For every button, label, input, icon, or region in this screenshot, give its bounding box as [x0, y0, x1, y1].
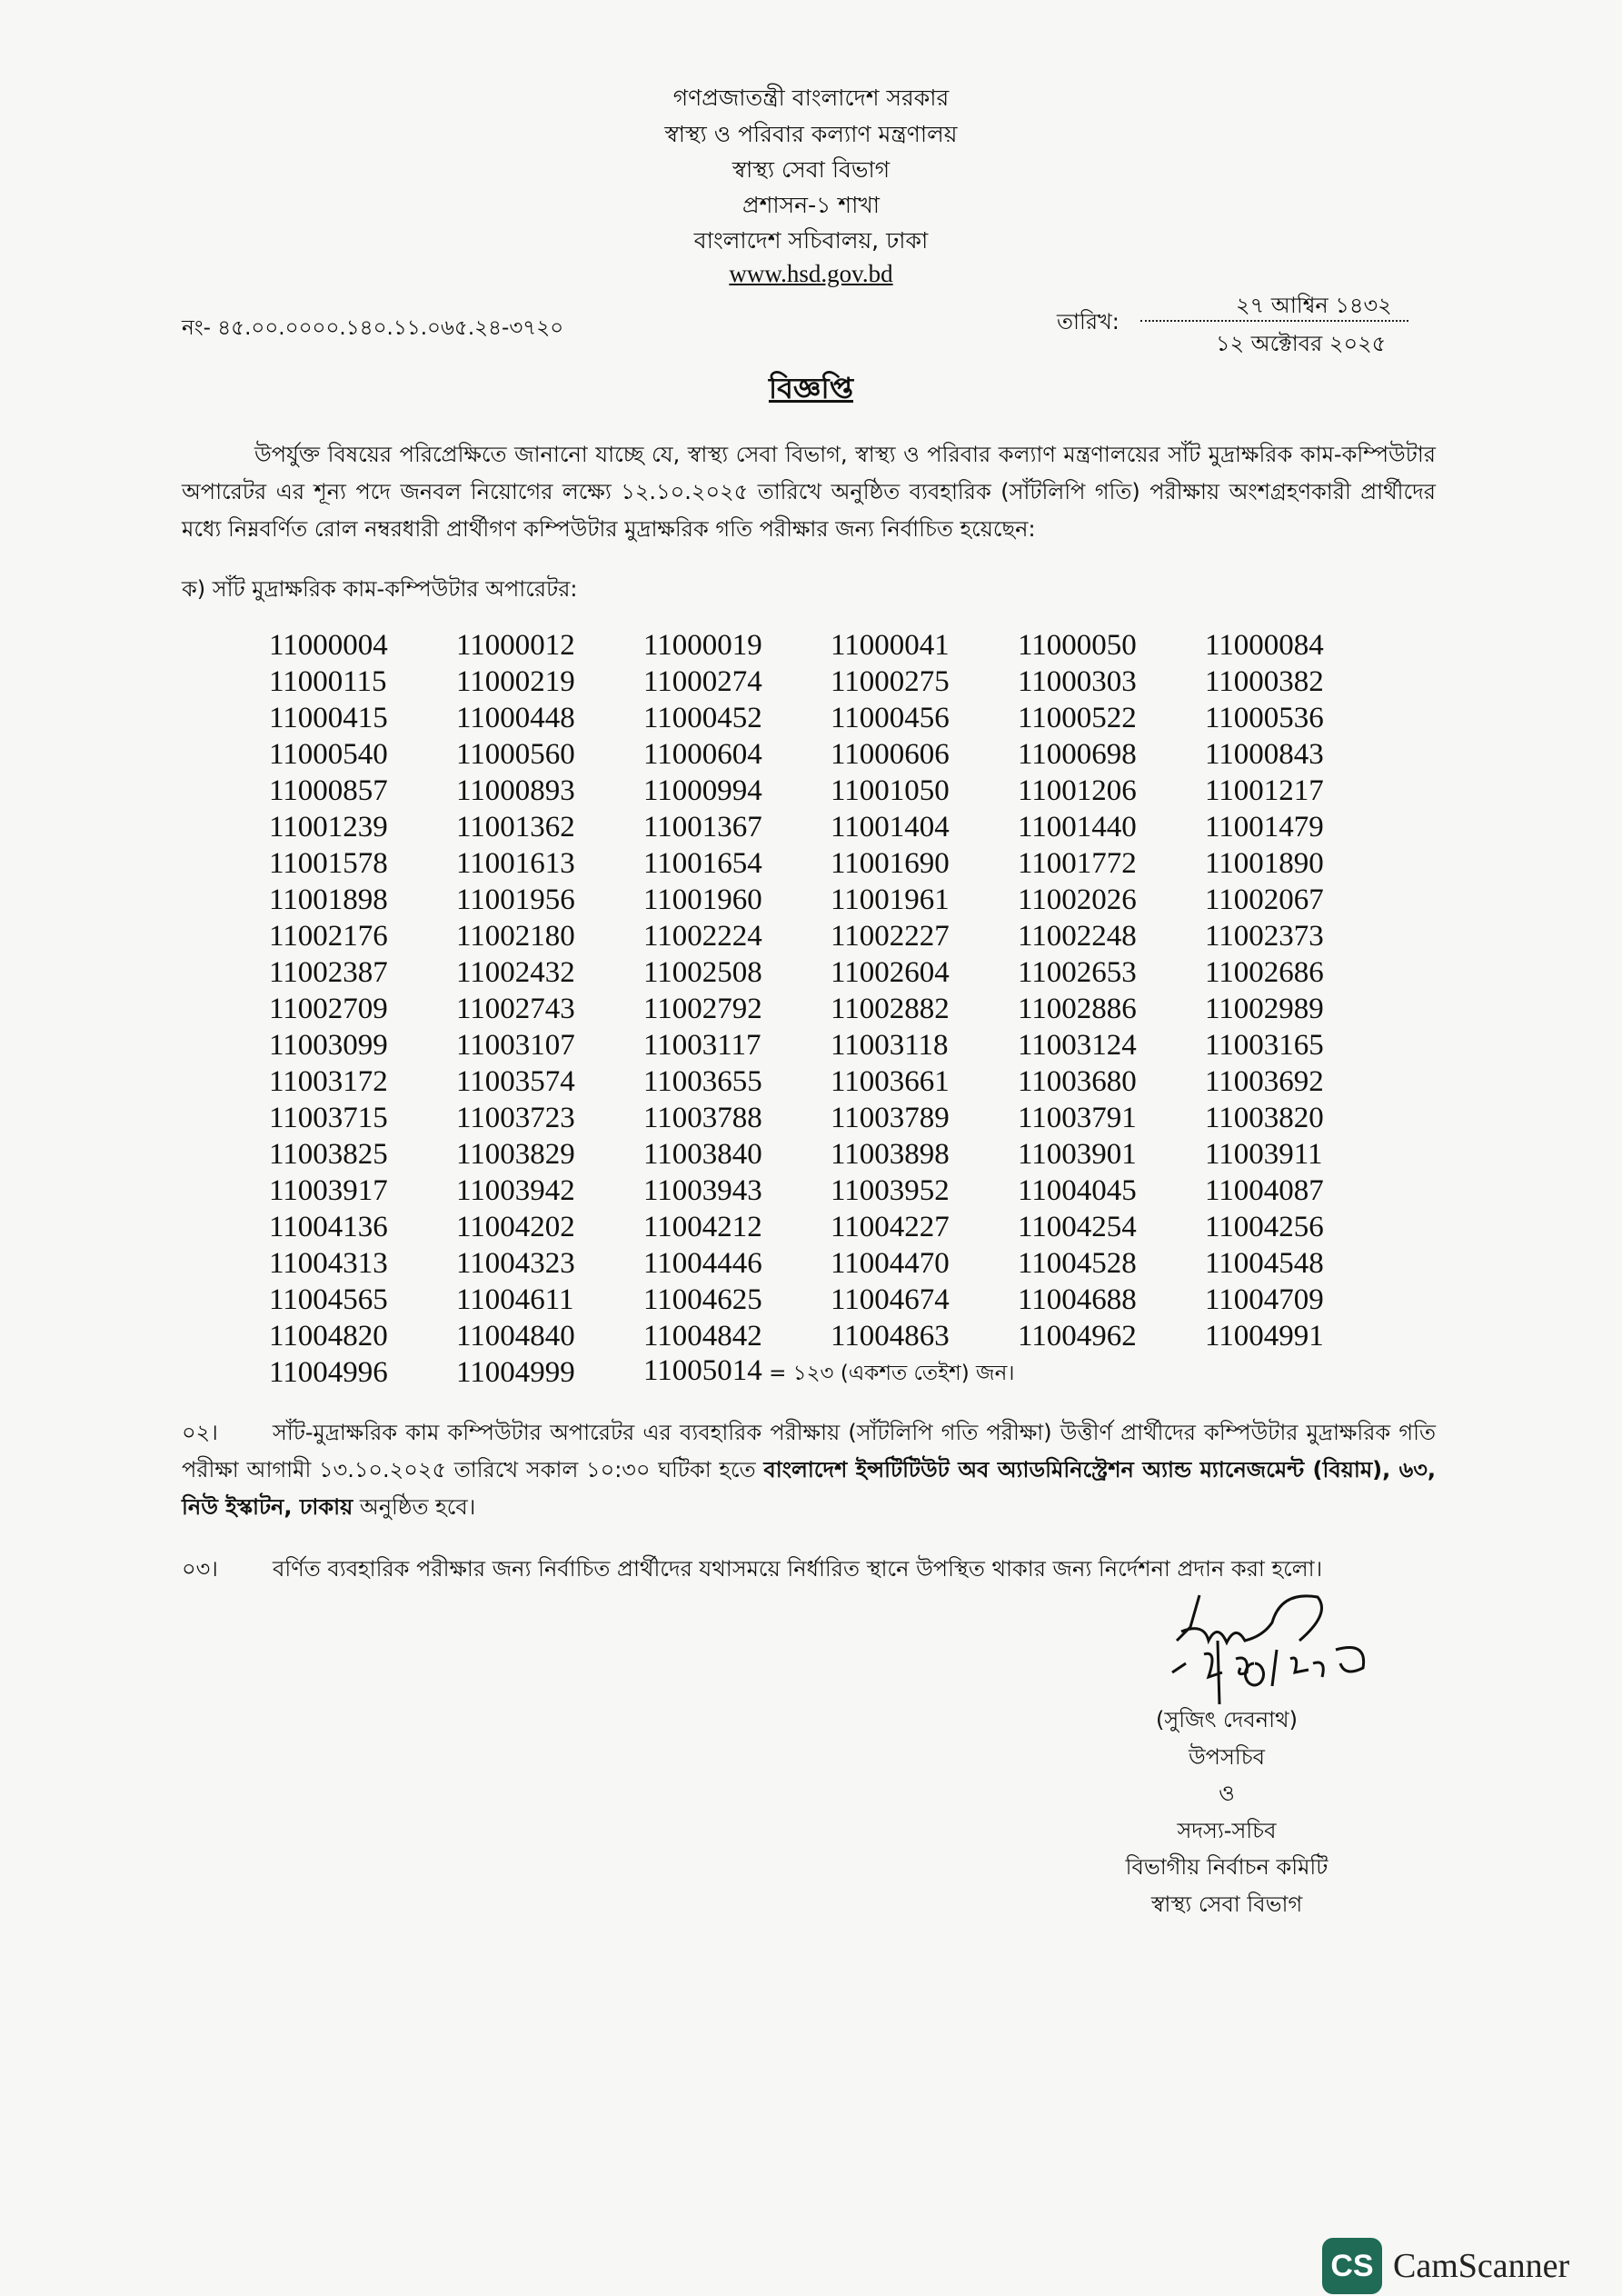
roll-number: 11004674	[831, 1283, 950, 1316]
roll-number: 11002432	[456, 955, 575, 989]
paragraph-02	[182, 1414, 1436, 1526]
roll-number: 11001367	[643, 810, 762, 844]
roll-number: 11000536	[1205, 701, 1324, 734]
roll-number: 11001404	[831, 810, 950, 844]
roll-number: 11000084	[1205, 628, 1324, 662]
roll-number: 11005014	[643, 1354, 762, 1387]
roll-number: 11003825	[269, 1137, 388, 1171]
roll-row	[269, 1136, 1392, 1173]
roll-number: 11003788	[643, 1101, 762, 1134]
roll-row	[269, 1063, 1392, 1100]
roll-row	[269, 1282, 1392, 1318]
signatory-role: সদস্য-সচিব	[1177, 1817, 1277, 1843]
roll-number: 11000415	[269, 701, 388, 734]
roll-number: 11003789	[831, 1101, 950, 1134]
roll-number: 11002176	[269, 919, 388, 953]
roll-number: 11003692	[1205, 1064, 1324, 1098]
roll-number: 11003901	[1018, 1137, 1137, 1171]
roll-number: 11003942	[456, 1173, 575, 1207]
roll-number: 11000115	[269, 664, 387, 698]
roll-number: 11004863	[831, 1319, 950, 1353]
roll-number: 11002224	[643, 919, 762, 953]
roll-number: 11003655	[643, 1064, 762, 1098]
roll-number: 11001239	[269, 810, 388, 844]
roll-number: 11003165	[1205, 1028, 1324, 1062]
roll-number: 11002067	[1205, 883, 1324, 916]
roll-row	[269, 845, 1392, 882]
roll-number: 11000382	[1205, 664, 1324, 698]
roll-number: 11000050	[1018, 628, 1137, 662]
exam-venue: বাংলাদেশ ইন্সটিটিউট অব অ্যাডমিনিস্ট্রেশন অ্যান্ড ম্যানেজমেন্ট (বিয়াম), ৬৩, নিউ ইস্কাটন, ঢাকায়	[182, 1457, 1437, 1520]
roll-number: 11001961	[831, 883, 950, 916]
signatory-committee: বিভাগীয় নির্বাচন কমিটি	[1125, 1854, 1328, 1880]
roll-number: 11000456	[831, 701, 950, 734]
roll-number: 11001479	[1205, 810, 1324, 844]
roll-number: 11001890	[1205, 846, 1324, 880]
roll-row	[269, 1354, 1392, 1392]
roll-number: 11000004	[269, 628, 388, 662]
roll-number: 11000452	[643, 701, 762, 734]
roll-number: 11001690	[831, 846, 950, 880]
roll-number: 11004548	[1205, 1246, 1324, 1280]
date-divider	[1140, 320, 1408, 322]
roll-row	[269, 1209, 1392, 1245]
notice-title: বিজ্ঞপ্তি	[768, 371, 854, 405]
roll-number: 11003898	[831, 1137, 950, 1171]
camscanner-watermark	[1322, 2238, 1569, 2294]
roll-number: 11000041	[831, 628, 950, 662]
roll-number: 11002227	[831, 919, 950, 953]
roll-number: 11004045	[1018, 1173, 1137, 1207]
roll-number: 11000540	[269, 737, 388, 771]
roll-row	[269, 700, 1392, 736]
paragraph-number: ০৩।	[182, 1556, 218, 1582]
roll-number: 11000522	[1018, 701, 1137, 734]
roll-number: 11004446	[643, 1246, 762, 1280]
roll-row	[269, 1245, 1392, 1282]
roll-number: 11003829	[456, 1137, 575, 1171]
roll-number: 11002508	[643, 955, 762, 989]
roll-number: 11003917	[269, 1173, 388, 1207]
date-label: তারিখ:	[1057, 309, 1119, 334]
roll-number: 11000606	[831, 737, 950, 771]
header-government: গণপ্রজাতন্ত্রী বাংলাদেশ সরকার	[672, 85, 950, 111]
roll-number: 11004212	[643, 1210, 762, 1243]
roll-row	[269, 1173, 1392, 1209]
roll-number: 11002709	[269, 992, 388, 1025]
roll-number: 11004227	[831, 1210, 950, 1243]
roll-number: 11000019	[643, 628, 762, 662]
roll-row	[269, 954, 1392, 991]
roll-number: 11003107	[456, 1028, 575, 1062]
roll-number: 11004996	[269, 1356, 388, 1389]
roll-number: 11000560	[456, 737, 575, 771]
roll-number: 11004202	[456, 1210, 575, 1243]
roll-number: 11002686	[1205, 955, 1324, 989]
roll-number: 11002373	[1205, 919, 1324, 953]
roll-number: 11004611	[456, 1283, 574, 1316]
roll-number: 11002604	[831, 955, 950, 989]
roll-number: 11003099	[269, 1028, 388, 1062]
roll-number: 11004565	[269, 1283, 388, 1316]
roll-number: 11003172	[269, 1064, 388, 1098]
roll-number: 11004842	[643, 1319, 762, 1353]
roll-number: 11000857	[269, 774, 388, 807]
signatory-division: স্বাস্থ্য সেবা বিভাগ	[1150, 1891, 1303, 1917]
paragraph-text: বর্ণিত ব্যবহারিক পরীক্ষার জন্য নির্বাচিত প্রার্থীদের যথাসময়ে নির্ধারিত স্থানে উপস্থিত থাকার জন্য নির্দেশনা প্রদান করা হলো।	[273, 1556, 1323, 1582]
paragraph-number: ০২।	[182, 1420, 218, 1445]
roll-number: 11000893	[456, 774, 575, 807]
camscanner-label: CamScanner	[1393, 2247, 1570, 2285]
roll-number: 11001772	[1018, 846, 1137, 880]
roll-number: 11004313	[269, 1246, 388, 1280]
roll-number: 11000274	[643, 664, 762, 698]
roll-number	[643, 1354, 1392, 1392]
roll-number: 11003952	[831, 1173, 950, 1207]
reference-number: নং- ৪৫.০০.০০০০.১৪০.১১.০৬৫.২৪-৩৭২০	[182, 316, 564, 340]
roll-number: 11004087	[1205, 1173, 1324, 1207]
header-division: স্বাস্থ্য সেবা বিভাগ	[731, 156, 891, 183]
roll-row	[269, 1100, 1392, 1136]
roll-number: 11000843	[1205, 737, 1324, 771]
roll-number: 11002886	[1018, 992, 1137, 1025]
paragraph-03	[182, 1551, 1436, 1588]
roll-number: 11002743	[456, 992, 575, 1025]
roll-number: 11000604	[643, 737, 762, 771]
website-link[interactable]: www.hsd.gov.bd	[729, 260, 893, 287]
roll-number: 11001578	[269, 846, 388, 880]
roll-number: 11001440	[1018, 810, 1137, 844]
roll-number: 11001206	[1018, 774, 1137, 807]
intro-paragraph: উপর্যুক্ত বিষয়ের পরিপ্রেক্ষিতে জানানো যাচ্ছে যে, স্বাস্থ্য সেবা বিভাগ, স্বাস্থ্য ও পরিবার কল্যাণ মন্ত্রণালয়ের সাঁট মুদ্রাক্ষরিক কাম-কম্পিউটার অপারেটর এর শূন্য পদে জনবল নিয়োগের লক্ষ্যে ১২.১০.২০২৫ তারিখে অনুষ্ঠিত ব্যবহারিক (সাঁটলিপি গতি) পরীক্ষায় অংশগ্রহণকারী প্রার্থীদের মধ্যে নিম্নবর্ণিত রোল নম্বরধারী প্রার্থীগণ কম্পিউটার মুদ্রাক্ষরিক গতি পরীক্ষার জন্য নির্বাচিত হয়েছেন:	[182, 442, 1436, 542]
roll-number: 11004625	[643, 1283, 762, 1316]
roll-row	[269, 1318, 1392, 1354]
roll-number: 11004323	[456, 1246, 575, 1280]
paragraph-text: সাঁট-মুদ্রাক্ষরিক কাম কম্পিউটার অপারেটর এর ব্যবহারিক পরীক্ষায় (সাঁটলিপি গতি পরীক্ষা) উত্তীর্ণ প্রার্থীদের কম্পিউটার মুদ্রাক্ষরিক গতি পরীক্ষা আগামী ১৩.১০.২০২৫ তারিখে সকাল ১০:৩০ ঘটিকা হতে	[182, 1420, 1436, 1482]
roll-number: 11001613	[456, 846, 575, 880]
roll-number: 11003124	[1018, 1028, 1137, 1062]
roll-number: 11000994	[643, 774, 762, 807]
roll-number: 11003943	[643, 1173, 762, 1207]
roll-number: 11001217	[1205, 774, 1324, 807]
roll-number: 11003680	[1018, 1064, 1137, 1098]
roll-number: 11003723	[456, 1101, 575, 1134]
roll-row	[269, 627, 1392, 664]
roll-number: 11000219	[456, 664, 575, 698]
roll-number: 11000303	[1018, 664, 1137, 698]
roll-number: 11003715	[269, 1101, 388, 1134]
roll-number: 11001898	[269, 883, 388, 916]
roll-row	[269, 882, 1392, 918]
roll-row	[269, 773, 1392, 809]
camscanner-logo-icon: CS	[1322, 2238, 1382, 2294]
roll-number: 11004999	[456, 1356, 575, 1389]
roll-number: 11003118	[831, 1028, 949, 1062]
roll-row	[269, 918, 1392, 954]
signatory-conjunction: ও	[1219, 1781, 1235, 1806]
roll-number: 11003661	[831, 1064, 950, 1098]
roll-number: 11002248	[1018, 919, 1137, 953]
roll-number: 11000448	[456, 701, 575, 734]
roll-number: 11003911	[1205, 1137, 1323, 1171]
roll-number: 11000012	[456, 628, 575, 662]
signatory-block	[1054, 1702, 1399, 1922]
roll-number: 11002026	[1018, 883, 1137, 916]
roll-number: 11001050	[831, 774, 950, 807]
roll-number: 11000698	[1018, 737, 1137, 771]
roll-number: 11004820	[269, 1319, 388, 1353]
roll-number: 11000275	[831, 664, 950, 698]
signatory-name: (সুজিৎ দেবনাথ)	[1156, 1707, 1298, 1732]
roll-number: 11002989	[1205, 992, 1324, 1025]
roll-number: 11004991	[1205, 1319, 1324, 1353]
roll-number: 11002653	[1018, 955, 1137, 989]
roll-number: 11003840	[643, 1137, 762, 1171]
roll-number: 11004470	[831, 1246, 950, 1280]
roll-number: 11004256	[1205, 1210, 1324, 1243]
roll-number: 11001956	[456, 883, 575, 916]
section-label: ক) সাঁট মুদ্রাক্ষরিক কাম-কম্পিউটার অপারেটর:	[182, 576, 578, 602]
header-branch: প্রশাসন-১ শাখা	[741, 192, 881, 218]
roll-total: = ১২৩ (একশত তেইশ) জন।	[761, 1362, 1015, 1385]
roll-number-table	[269, 627, 1392, 1392]
signatory-designation: উপসচিব	[1188, 1743, 1266, 1770]
handwritten-signature	[1163, 1586, 1408, 1704]
roll-number: 11004528	[1018, 1246, 1137, 1280]
header-ministry: স্বাস্থ্য ও পরিবার কল্যাণ মন্ত্রণালয়	[664, 121, 958, 147]
header-location: বাংলাদেশ সচিবালয়, ঢাকা	[693, 227, 929, 254]
roll-row	[269, 809, 1392, 845]
roll-number: 11004254	[1018, 1210, 1137, 1243]
roll-number: 11002387	[269, 955, 388, 989]
roll-number: 11003791	[1018, 1101, 1137, 1134]
paragraph-text-end: অনুষ্ঠিত হবে।	[353, 1494, 476, 1520]
roll-number: 11001960	[643, 883, 762, 916]
roll-number: 11003117	[643, 1028, 761, 1062]
date-gregorian: ১২ অক্টোবর ২০২৫	[1216, 331, 1387, 356]
roll-number: 11002792	[643, 992, 762, 1025]
roll-number: 11001362	[456, 810, 575, 844]
roll-number: 11004136	[269, 1210, 388, 1243]
roll-number: 11001654	[643, 846, 762, 880]
roll-number: 11003820	[1205, 1101, 1324, 1134]
roll-number: 11004962	[1018, 1319, 1137, 1353]
roll-row	[269, 736, 1392, 773]
roll-number: 11003574	[456, 1064, 575, 1098]
roll-number: 11004709	[1205, 1283, 1324, 1316]
roll-number: 11004688	[1018, 1283, 1137, 1316]
roll-row	[269, 664, 1392, 700]
roll-number: 11002882	[831, 992, 950, 1025]
roll-number: 11004840	[456, 1319, 575, 1353]
roll-row	[269, 991, 1392, 1027]
roll-number: 11002180	[456, 919, 575, 953]
date-bangla: ২৭ আশ্বিন ১৪৩২	[1236, 293, 1392, 318]
roll-row	[269, 1027, 1392, 1063]
